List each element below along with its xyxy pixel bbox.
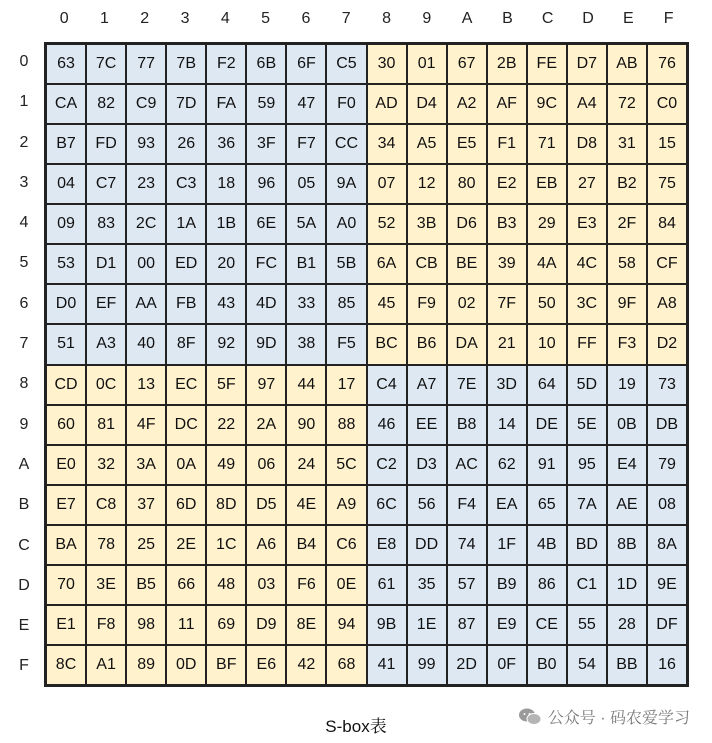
sbox-cell: 81	[86, 405, 126, 445]
sbox-cell: AB	[607, 44, 647, 84]
sbox-cell: BA	[46, 525, 86, 565]
sbox-cell: 7F	[487, 284, 527, 324]
sbox-cell: 14	[487, 405, 527, 445]
sbox-cell: A1	[86, 645, 126, 685]
sbox-cell: C6	[326, 525, 366, 565]
sbox-cell: 93	[126, 124, 166, 164]
column-label: C	[541, 10, 554, 27]
sbox-cell: DE	[527, 405, 567, 445]
sbox-cell: 41	[367, 645, 407, 685]
sbox-cell: 28	[607, 605, 647, 645]
sbox-cell: FF	[567, 324, 607, 364]
sbox-cell: 66	[166, 565, 206, 605]
sbox-cell: 0D	[166, 645, 206, 685]
sbox-cell: D2	[647, 324, 687, 364]
sbox-cell: 10	[527, 324, 567, 364]
sbox-cell: 2A	[246, 405, 286, 445]
wechat-icon	[518, 707, 542, 727]
sbox-cell: DB	[647, 405, 687, 445]
sbox-cell: 50	[527, 284, 567, 324]
sbox-cell: B0	[527, 645, 567, 685]
sbox-cell: 76	[647, 44, 687, 84]
sbox-cell: 33	[286, 284, 326, 324]
column-label: 3	[180, 10, 190, 27]
sbox-cell: C7	[86, 164, 126, 204]
sbox-cell: 3B	[407, 204, 447, 244]
sbox-cell: CA	[46, 84, 86, 124]
sbox-cell: 6A	[367, 244, 407, 284]
sbox-cell: 61	[367, 565, 407, 605]
sbox-cell: 53	[46, 244, 86, 284]
sbox-cell: 31	[607, 124, 647, 164]
caption: S-box表	[325, 717, 387, 736]
sbox-cell: 68	[326, 645, 366, 685]
sbox-cell: 3C	[567, 284, 607, 324]
sbox-cell: A9	[326, 485, 366, 525]
sbox-cell: B8	[447, 405, 487, 445]
sbox-cell: EF	[86, 284, 126, 324]
sbox-cell: 2C	[126, 204, 166, 244]
sbox-cell: AA	[126, 284, 166, 324]
sbox-cell: 38	[286, 324, 326, 364]
sbox-cell: 3A	[126, 445, 166, 485]
sbox-cell: 12	[407, 164, 447, 204]
sbox-cell: B2	[607, 164, 647, 204]
sbox-cell: 4A	[527, 244, 567, 284]
sbox-cell: C8	[86, 485, 126, 525]
column-label: 8	[382, 10, 391, 27]
sbox-cell: 65	[527, 485, 567, 525]
sbox-cell: 7C	[86, 44, 126, 84]
sbox-cell: 95	[567, 445, 607, 485]
sbox-cell: 9F	[607, 284, 647, 324]
sbox-cell: 9D	[246, 324, 286, 364]
sbox-cell: 62	[487, 445, 527, 485]
sbox-cell: 73	[647, 365, 687, 405]
sbox-cell: E0	[46, 445, 86, 485]
sbox-cell: B3	[487, 204, 527, 244]
sbox-cell: 9A	[326, 164, 366, 204]
sbox-cell: 0C	[86, 365, 126, 405]
sbox-cell: A4	[567, 84, 607, 124]
sbox-cell: 59	[246, 84, 286, 124]
sbox-cell: F4	[447, 485, 487, 525]
sbox-cell: CD	[46, 365, 86, 405]
row-label: 9	[19, 415, 29, 433]
sbox-cell: 57	[447, 565, 487, 605]
sbox-cell: 3D	[487, 365, 527, 405]
sbox-cell: 5F	[206, 365, 246, 405]
sbox-cell: 88	[326, 405, 366, 445]
sbox-cell: BB	[607, 645, 647, 685]
sbox-cell: FA	[206, 84, 246, 124]
sbox-cell: 90	[286, 405, 326, 445]
sbox-cell: 39	[487, 244, 527, 284]
sbox-cell: DF	[647, 605, 687, 645]
sbox-cell: DC	[166, 405, 206, 445]
sbox-cell: 13	[126, 365, 166, 405]
sbox-table	[44, 42, 689, 687]
sbox-cell: D9	[246, 605, 286, 645]
sbox-cell: 08	[647, 485, 687, 525]
sbox-cell: 71	[527, 124, 567, 164]
sbox-cell: BE	[447, 244, 487, 284]
sbox-cell: 8F	[166, 324, 206, 364]
sbox-cell: E6	[246, 645, 286, 685]
sbox-cell: C3	[166, 164, 206, 204]
sbox-cell: C1	[567, 565, 607, 605]
row-label: C	[18, 536, 30, 554]
sbox-cell: 4E	[286, 485, 326, 525]
sbox-cell: 26	[166, 124, 206, 164]
sbox-cell: 9C	[527, 84, 567, 124]
sbox-cell: 34	[367, 124, 407, 164]
column-label: 6	[301, 10, 311, 27]
sbox-cell: 2B	[487, 44, 527, 84]
sbox-cell: FD	[86, 124, 126, 164]
sbox-cell: 97	[246, 365, 286, 405]
sbox-cell: 9E	[647, 565, 687, 605]
sbox-cell: 7E	[447, 365, 487, 405]
sbox-cell: 6B	[246, 44, 286, 84]
sbox-cell: 0F	[487, 645, 527, 685]
sbox-cell: 15	[647, 124, 687, 164]
sbox-cell: 22	[206, 405, 246, 445]
sbox-cell: AD	[367, 84, 407, 124]
sbox-cell: 0E	[326, 565, 366, 605]
sbox-cell: F5	[326, 324, 366, 364]
sbox-cell: 3E	[86, 565, 126, 605]
sbox-cell: A2	[447, 84, 487, 124]
row-label: B	[18, 496, 30, 514]
sbox-cell: E9	[487, 605, 527, 645]
sbox-cell: 67	[447, 44, 487, 84]
sbox-cell: 70	[46, 565, 86, 605]
column-label: A	[461, 10, 473, 27]
sbox-cell: B1	[286, 244, 326, 284]
sbox-cell: 7A	[567, 485, 607, 525]
sbox-cell: 4C	[567, 244, 607, 284]
sbox-cell: 0A	[166, 445, 206, 485]
sbox-cell: 8C	[46, 645, 86, 685]
sbox-cell: ED	[166, 244, 206, 284]
row-label: 7	[19, 335, 29, 353]
sbox-cell: 80	[447, 164, 487, 204]
column-label: 4	[220, 10, 230, 27]
sbox-cell: FC	[246, 244, 286, 284]
sbox-cell: 5E	[567, 405, 607, 445]
sbox-cell: AC	[447, 445, 487, 485]
sbox-cell: 78	[86, 525, 126, 565]
sbox-cell: 20	[206, 244, 246, 284]
sbox-cell: F0	[326, 84, 366, 124]
sbox-cell: 83	[86, 204, 126, 244]
sbox-cell: 8B	[607, 525, 647, 565]
sbox-cell: 85	[326, 284, 366, 324]
sbox-cell: 05	[286, 164, 326, 204]
sbox-cell: 02	[447, 284, 487, 324]
sbox-cell: F8	[86, 605, 126, 645]
sbox-cell: BC	[367, 324, 407, 364]
sbox-cell: EE	[407, 405, 447, 445]
sbox-cell: E7	[46, 485, 86, 525]
sbox-cell: 1E	[407, 605, 447, 645]
sbox-cell: 2E	[166, 525, 206, 565]
sbox-cell: 6E	[246, 204, 286, 244]
row-label: E	[18, 617, 30, 635]
sbox-cell: E8	[367, 525, 407, 565]
row-label: 2	[19, 133, 29, 151]
column-label: 0	[59, 10, 69, 27]
sbox-cell: DD	[407, 525, 447, 565]
sbox-cell: BF	[206, 645, 246, 685]
sbox-cell: 58	[607, 244, 647, 284]
column-label: 1	[99, 10, 109, 27]
sbox-cell: B4	[286, 525, 326, 565]
sbox-cell: 94	[326, 605, 366, 645]
sbox-cell: 32	[86, 445, 126, 485]
sbox-cell: A7	[407, 365, 447, 405]
watermark	[518, 705, 690, 728]
sbox-cell: F3	[607, 324, 647, 364]
sbox-cell: D3	[407, 445, 447, 485]
sbox-cell: 60	[46, 405, 86, 445]
column-label: B	[502, 10, 513, 27]
row-label: F	[19, 657, 29, 675]
column-label: F	[663, 10, 674, 27]
sbox-cell: 75	[647, 164, 687, 204]
column-label: 5	[261, 10, 271, 27]
sbox-cell: D7	[567, 44, 607, 84]
sbox-cell: 40	[126, 324, 166, 364]
sbox-cell: D1	[86, 244, 126, 284]
sbox-cell: 35	[407, 565, 447, 605]
sbox-cell: 2D	[447, 645, 487, 685]
sbox-cell: CF	[647, 244, 687, 284]
column-label: D	[582, 10, 594, 27]
row-label: 3	[19, 173, 29, 191]
sbox-cell: CB	[407, 244, 447, 284]
sbox-cell: C2	[367, 445, 407, 485]
column-header	[44, 10, 689, 28]
sbox-cell: A3	[86, 324, 126, 364]
sbox-cell: 89	[126, 645, 166, 685]
sbox-cell: E1	[46, 605, 86, 645]
sbox-cell: 44	[286, 365, 326, 405]
sbox-cell: 51	[46, 324, 86, 364]
sbox-cell: 03	[246, 565, 286, 605]
sbox-cell: 52	[367, 204, 407, 244]
sbox-cell: 74	[447, 525, 487, 565]
sbox-cell: 46	[367, 405, 407, 445]
row-label: 4	[19, 214, 29, 232]
sbox-cell: 18	[206, 164, 246, 204]
row-label: 5	[19, 254, 29, 272]
sbox-cell: 8A	[647, 525, 687, 565]
sbox-cell: 92	[206, 324, 246, 364]
sbox-cell: 48	[206, 565, 246, 605]
sbox-cell: 1B	[206, 204, 246, 244]
sbox-cell: 27	[567, 164, 607, 204]
sbox-cell: 5C	[326, 445, 366, 485]
sbox-cell: 4B	[527, 525, 567, 565]
sbox-cell: 99	[407, 645, 447, 685]
sbox-cell: 30	[367, 44, 407, 84]
sbox-cell: 87	[447, 605, 487, 645]
sbox-cell: 72	[607, 84, 647, 124]
sbox-cell: EA	[487, 485, 527, 525]
sbox-cell: 16	[647, 645, 687, 685]
sbox-cell: 86	[527, 565, 567, 605]
sbox-cell: CC	[326, 124, 366, 164]
sbox-cell: D8	[567, 124, 607, 164]
sbox-cell: 24	[286, 445, 326, 485]
sbox-cell: F1	[487, 124, 527, 164]
sbox-cell: E4	[607, 445, 647, 485]
row-label: 0	[19, 53, 29, 70]
sbox-cell: 11	[166, 605, 206, 645]
row-label: 1	[19, 93, 29, 111]
sbox-cell: 5D	[567, 365, 607, 405]
watermark-text: 公众号 · 码农爱学习	[547, 710, 690, 727]
sbox-cell: 3F	[246, 124, 286, 164]
sbox-cell: 64	[527, 365, 567, 405]
sbox-cell: 5B	[326, 244, 366, 284]
sbox-cell: C4	[367, 365, 407, 405]
sbox-cell: A5	[407, 124, 447, 164]
sbox-cell: 1F	[487, 525, 527, 565]
sbox-cell: DA	[447, 324, 487, 364]
sbox-cell: F6	[286, 565, 326, 605]
sbox-cell: 29	[527, 204, 567, 244]
sbox-cell: B9	[487, 565, 527, 605]
sbox-cell: F9	[407, 284, 447, 324]
sbox-cell: 56	[407, 485, 447, 525]
sbox-cell: 1A	[166, 204, 206, 244]
sbox-cell: 25	[126, 525, 166, 565]
sbox-cell: 06	[246, 445, 286, 485]
sbox-cell: CE	[527, 605, 567, 645]
row-label: 8	[19, 375, 29, 393]
row-label: A	[18, 455, 30, 473]
sbox-cell: 98	[126, 605, 166, 645]
sbox-cell: C0	[647, 84, 687, 124]
sbox-cell: A0	[326, 204, 366, 244]
sbox-cell: 84	[647, 204, 687, 244]
sbox-cell: 00	[126, 244, 166, 284]
sbox-cell: 47	[286, 84, 326, 124]
sbox-cell: A6	[246, 525, 286, 565]
sbox-cell: 79	[647, 445, 687, 485]
sbox-cell: 55	[567, 605, 607, 645]
sbox-cell: 21	[487, 324, 527, 364]
sbox-cell: 8D	[206, 485, 246, 525]
sbox-cell: 43	[206, 284, 246, 324]
sbox-cell: 45	[367, 284, 407, 324]
sbox-cell: BD	[567, 525, 607, 565]
sbox-cell: 91	[527, 445, 567, 485]
sbox-cell: 1C	[206, 525, 246, 565]
sbox-cell: 8E	[286, 605, 326, 645]
sbox-cell: E5	[447, 124, 487, 164]
row-label: 6	[19, 294, 29, 312]
sbox-cell: 7D	[166, 84, 206, 124]
row-header	[12, 42, 36, 687]
sbox-cell: D0	[46, 284, 86, 324]
sbox-cell: 6C	[367, 485, 407, 525]
column-label: 2	[140, 10, 150, 27]
sbox-cell: 19	[607, 365, 647, 405]
sbox-cell: F2	[206, 44, 246, 84]
sbox-cell: A8	[647, 284, 687, 324]
sbox-cell: B7	[46, 124, 86, 164]
sbox-cell: 36	[206, 124, 246, 164]
sbox-cell: 37	[126, 485, 166, 525]
sbox-cell: 6D	[166, 485, 206, 525]
sbox-cell: 7B	[166, 44, 206, 84]
sbox-cell: 42	[286, 645, 326, 685]
sbox-cell: 07	[367, 164, 407, 204]
sbox-cell: FE	[527, 44, 567, 84]
sbox-cell: D5	[246, 485, 286, 525]
sbox-cell: B5	[126, 565, 166, 605]
sbox-cell: E2	[487, 164, 527, 204]
sbox-cell: 9B	[367, 605, 407, 645]
sbox-cell: 96	[246, 164, 286, 204]
sbox-cell: C9	[126, 84, 166, 124]
row-label: D	[18, 576, 30, 594]
sbox-cell: 82	[86, 84, 126, 124]
sbox-cell: F7	[286, 124, 326, 164]
sbox-cell: EC	[166, 365, 206, 405]
sbox-cell: EB	[527, 164, 567, 204]
sbox-cell: 2F	[607, 204, 647, 244]
sbox-cell: D6	[447, 204, 487, 244]
sbox-cell: C5	[326, 44, 366, 84]
column-label: 9	[422, 10, 432, 27]
column-label: E	[622, 10, 634, 27]
sbox-cell: E3	[567, 204, 607, 244]
sbox-cell: 4F	[126, 405, 166, 445]
sbox-cell: AE	[607, 485, 647, 525]
sbox-cell: 09	[46, 204, 86, 244]
sbox-cell: 1D	[607, 565, 647, 605]
sbox-cell: B6	[407, 324, 447, 364]
sbox-cell: 6F	[286, 44, 326, 84]
sbox-cell: FB	[166, 284, 206, 324]
column-label: 7	[341, 10, 351, 27]
sbox-cell: AF	[487, 84, 527, 124]
sbox-cell: 49	[206, 445, 246, 485]
sbox-cell: 5A	[286, 204, 326, 244]
sbox-cell: 63	[46, 44, 86, 84]
sbox-cell: 4D	[246, 284, 286, 324]
sbox-cell: 0B	[607, 405, 647, 445]
sbox-cell: 23	[126, 164, 166, 204]
sbox-cell: 77	[126, 44, 166, 84]
sbox-cell: 17	[326, 365, 366, 405]
sbox-cell: 01	[407, 44, 447, 84]
sbox-cell: 69	[206, 605, 246, 645]
sbox-cell: 54	[567, 645, 607, 685]
sbox-cell: 04	[46, 164, 86, 204]
sbox-cell: D4	[407, 84, 447, 124]
